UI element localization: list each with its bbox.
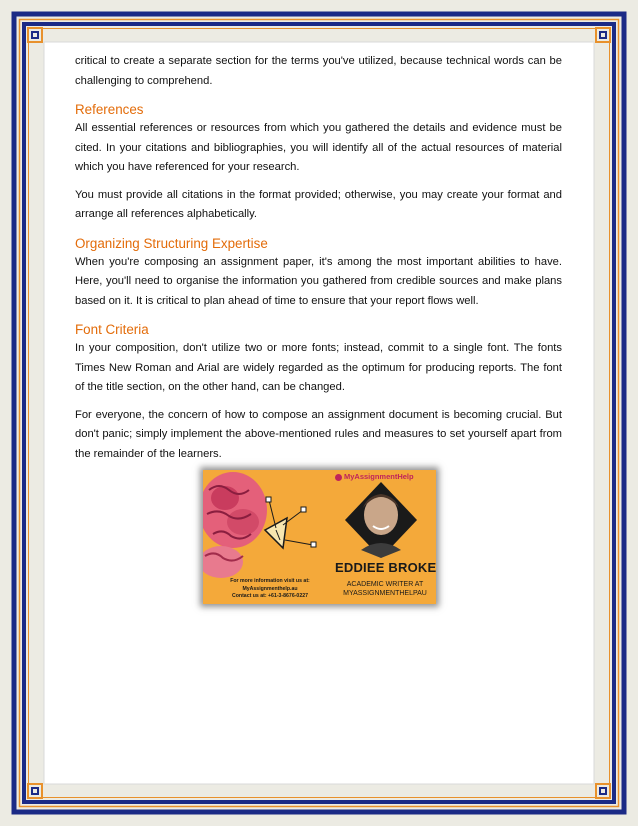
corner-ornament-top-left [28, 28, 42, 42]
brain-illustration-icon [203, 472, 267, 578]
author-portrait [345, 482, 417, 558]
corner-ornament-bottom-right [596, 784, 610, 798]
banner-author-name: EDDIEE BROKE [335, 560, 436, 575]
references-paragraph-1: All essential references or resources from which you gathered the details and evidence must be cited. In your citations and bibliographies, you will identify all of the actual resources of material which you have referenced for your research. [75, 122, 562, 173]
references-paragraph-2: You must provide all citations in the format provided; otherwise, you may create your format and arrange all references alphabetically. [75, 188, 562, 220]
section-heading-font-criteria: Font Criteria [75, 322, 149, 337]
organizing-paragraph-1: When you're composing an assignment paper, it's among the most important abilities to have. Here, you'll need to organise the information you gathered from credible sources and make plans based on it. It is critical to plan ahead of time to ensure that your report flows well. [75, 255, 562, 307]
section-heading-references: References [75, 102, 144, 117]
font-criteria-paragraph-1: In your composition, don't utilize two or more fonts; instead, commit to a single font. The fonts Times New Roman and Arial are widely regarded as the optimum for producing reports. The font of the title section, on the other hand, can be changed. [75, 342, 562, 393]
banner-contact-info: For more information visit us at: MyAssignmenthelp.au Contact us at: +61-3-8676-0227 [230, 578, 310, 599]
document-body [75, 52, 562, 464]
banner-author-title: ACADEMIC WRITER AT MYASSIGNMENTHELPAU [343, 581, 427, 597]
intro-paragraph: critical to create a separate section for the terms you've utilized, because technical words can be challenging to comprehend. [75, 55, 562, 87]
font-criteria-paragraph-2: For everyone, the concern of how to compose an assignment document is becoming crucial. But don't panic; simply implement the above-mentioned rules and measures to set yourself apart from the remainder of the learners. [75, 408, 562, 460]
section-heading-organizing: Organizing Structuring Expertise [75, 235, 268, 251]
corner-ornament-bottom-left [28, 784, 42, 798]
pen-nib-icon [265, 497, 316, 548]
author-banner-image [203, 470, 436, 604]
banner-brand-logo: MyAssignmentHelp [335, 472, 436, 481]
corner-ornament-top-right [596, 28, 610, 42]
